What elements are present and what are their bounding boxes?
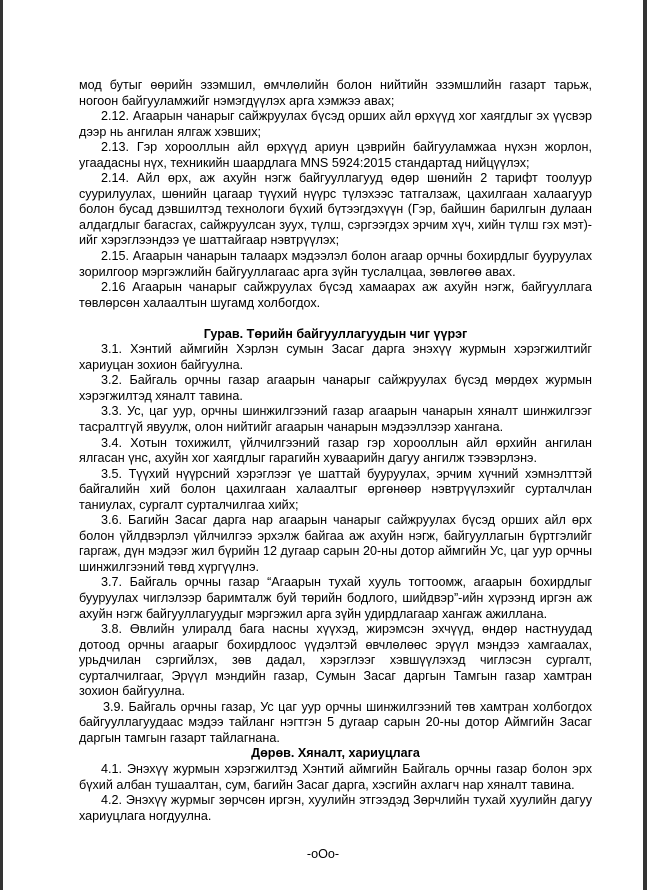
paragraph-3-7: 3.7. Байгаль орчны газар “Агаарын тухай хууль тогтоомж, агаарын бохирдлыг бууруулах чиглэлээр баримталж буй төрийн бодлого, шийдвэр”-ийн хүрээнд иргэн аж ахуйн нэгж байгууллагуудыг мэргэжил арга зүйн удирдлагаар хангаж ажиллана. bbox=[79, 575, 592, 621]
document-body bbox=[79, 78, 592, 824]
section-4-heading: Дөрөв. Хяналт, хариуцлага bbox=[251, 746, 420, 761]
paragraph-3-9: 3.9. Байгаль орчны газар, Ус цаг уур орчны шинжилгээний төв хамтран холбогдох байгууллагуудаас мэдээ тайланг нэгтгэн 5 дугаар сарын 20-ны дотор Аймгийн Засаг даргын тамгын газарт тайлагнана. bbox=[79, 699, 592, 745]
paragraph-4-2: 4.2. Энэхүү журмыг зөрчсөн иргэн, хуулийн этгээдэд Зөрчлийн тухай хуулийн дагуу хариуцлага ногдуулна. bbox=[79, 793, 592, 823]
paragraph-2-16: 2.16 Агаарын чанарыг сайжруулах бүсэд хамаарах аж ахуйн нэгж, байгууллага төвлөрсөн халаалтын шугамд холбогдох. bbox=[79, 280, 592, 310]
paragraph-2-11-continued: мод бутыг өөрийн эзэмшил, өмчлөлийн болон нийтийн эзэмшлийн газарт тарьж, ногоон байгууламжийг нэмэгдүүлэх арга хэмжээ авах; bbox=[79, 78, 592, 108]
paragraph-3-5: 3.5. Түүхий нүүрсний хэрэглээг үе шаттай бууруулах, эрчим хүчний хэмнэлттэй байгалийн хий болон цахилгаан халаалтыг өргөнөөр нэвтрүүлэхийг сурталчлан таниулах, сургалт сурталчилгаа хийх; bbox=[79, 466, 592, 512]
paragraph-3-8: 3.8. Өвлийн улиралд бага насны хүүхэд, жирэмсэн эхчүүд, өндөр настнуудад дотоод орчны агаарыг бохирдлоос үүдэлтэй өвчлөлөөс эрүүл мэндээ хамгаалах, урьдчилан сэргийлэх, зөв дадал, хэрэглээг хэвшүүлэхэд чиглэсэн сургалт, сурталчилгааг, Эрүүл мэндийн газар, Сумын Засаг даргын Тамгын газар хамтран зохион байгуулна. bbox=[79, 622, 592, 699]
end-of-document-mark: -oOo- bbox=[306, 847, 340, 861]
paragraph-3-1: 3.1. Хэнтий аймгийн Хэрлэн сумын Засаг дарга энэхүү журмын хэрэгжилтийг хариуцан зохион байгуулна. bbox=[79, 342, 592, 372]
paragraph-3-2: 3.2. Байгаль орчны газар агаарын чанарыг сайжруулах бүсэд мөрдөх журмын хэрэгжилтэд хяналт тавина. bbox=[79, 373, 592, 403]
paragraph-3-6: 3.6. Багийн Засаг дарга нар агаарын чанарыг сайжруулах бүсэд орших айл өрх болон үйлдвэрлэл үйлчилгээ эрхэлж байгаа аж ахуйн нэгж, байгууллагын бүртгэлийг гаргаж, дүн мэдээг жил бүрийн 12 дугаар сарын 20-ны дотор аймгийн Ус, цаг уур орчны шинжилгээний төвд хүргүүлнэ. bbox=[79, 513, 592, 574]
paragraph-4-1: 4.1. Энэхүү журмын хэрэгжилтэд Хэнтий аймгийн Байгаль орчны газар болон эрх бүхий албан тушаалтан, сум, багийн Засаг дарга, хэсгийн ахлагч нар хяналт тавина. bbox=[79, 762, 592, 792]
paragraph-2-15: 2.15. Агаарын чанарын талаарх мэдээлэл болон агаар орчны бохирдлыг бууруулах зорилгоор мэргэжлийн байгууллагаас арга зүйн туслалцаа, зөвлөгөө авах. bbox=[79, 249, 592, 279]
paragraph-3-4: 3.4. Хотын тохижилт, үйлчилгээний газар гэр хорооллын айл өрхийн ангилан ялгасан үнс, ахуйн хог хаягдлыг гарагийн хуваарийн дагуу ангилж тээвэрлэнэ. bbox=[79, 435, 592, 466]
section-spacer bbox=[79, 311, 592, 327]
paragraph-3-3: 3.3. Ус, цаг уур, орчны шинжилгээний газар агаарын чанарын хяналт шинжилгээг тасралтгүй явуулж, олон нийтийг агаарын чанарын мэдээллээр хангана. bbox=[79, 404, 592, 434]
section-3-heading: Гурав. Төрийн байгууллагуудын чиг үүрэг bbox=[203, 326, 468, 341]
viewer-right-border bbox=[643, 0, 647, 890]
paragraph-2-14: 2.14. Айл өрх, аж ахуйн нэгж байгууллагууд өдөр шөнийн 2 тарифт тоолуур суурилуулах, шөнийн цагаар түүхий нүүрс түлэхээс татгалзаж, цахилгаан халаагуур болон бусад дэвшилтэд технологи бүхий бүтээгдэхүүн (Гэр, байшин барилгын дулаан алдагдлыг багасгах, сайжруулсан зуух, түлш, сэргээгдэх эрчим хүч, хийн түлш гэх мэт)-ийг хэрэглээндээ үе шаттайгаар нэвтрүүлэх; bbox=[79, 171, 592, 248]
paragraph-2-13: 2.13. Гэр хорооллын айл өрхүүд ариун цэврийн байгууламжаа нүхэн жорлон, угаадасны нүх, техникийн шаардлага MNS 5924:2015 стандартад нийцүүлэх; bbox=[79, 140, 592, 170]
paragraph-2-12: 2.12. Агаарын чанарыг сайжруулах бүсэд орших айл өрхүүд хог хаягдлыг эх үүсвэр дээр нь ангилан ялгаж хэвших; bbox=[79, 109, 592, 139]
